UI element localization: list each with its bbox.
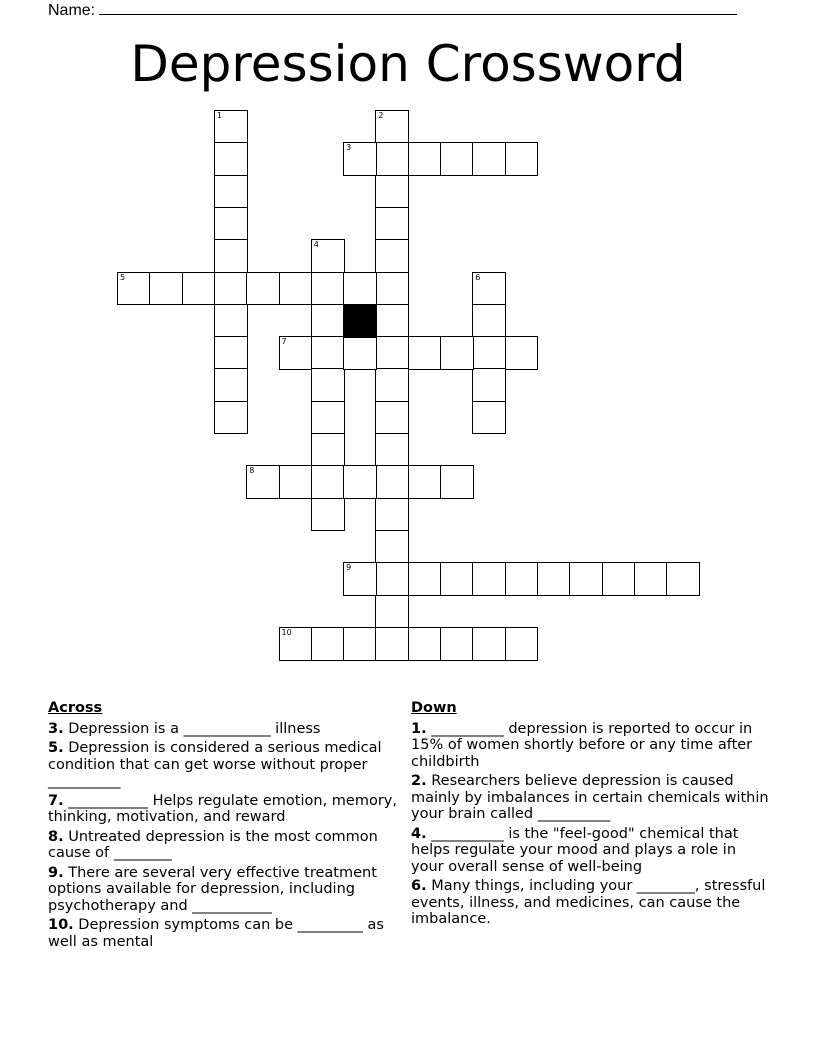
grid-cell[interactable] xyxy=(375,272,409,306)
grid-cell[interactable] xyxy=(343,272,377,306)
grid-cell[interactable] xyxy=(117,272,151,306)
down-heading: Down xyxy=(411,700,457,716)
clue-number: 2. xyxy=(411,773,427,789)
grid-cell[interactable] xyxy=(214,368,248,402)
grid-cell[interactable] xyxy=(149,272,183,306)
grid-cell[interactable] xyxy=(343,627,377,661)
grid-cell[interactable] xyxy=(311,465,345,499)
grid-cell[interactable] xyxy=(505,142,539,176)
cell-number: 1 xyxy=(216,111,222,120)
grid-cell[interactable] xyxy=(375,433,409,467)
grid-cell[interactable] xyxy=(375,175,409,209)
grid-cell[interactable] xyxy=(214,207,248,241)
grid-cell[interactable] xyxy=(311,401,345,435)
clue-down-2 xyxy=(411,773,771,823)
name-label: Name: xyxy=(48,2,96,19)
clue-number: 5. xyxy=(48,740,64,756)
clue-number: 10. xyxy=(48,917,74,933)
clue-down-4 xyxy=(411,826,771,876)
clue-text: Depression symptoms can be _________ as well as mental xyxy=(48,917,384,950)
grid-cell[interactable] xyxy=(472,627,506,661)
grid-cell[interactable] xyxy=(343,465,377,499)
grid-cell[interactable] xyxy=(472,401,506,435)
clue-number: 4. xyxy=(411,825,427,842)
clue-number: 1. xyxy=(411,720,427,737)
cell-number: 7 xyxy=(281,337,287,347)
clue-down-6 xyxy=(411,878,771,928)
grid-cell[interactable] xyxy=(279,336,313,370)
grid-cell[interactable] xyxy=(440,627,474,661)
grid-cell[interactable] xyxy=(214,336,248,370)
grid-cell[interactable] xyxy=(440,465,474,499)
across-clues xyxy=(48,700,400,953)
grid-cell[interactable] xyxy=(182,272,216,306)
grid-cell[interactable] xyxy=(311,433,345,467)
clue-number: 9. xyxy=(48,864,64,881)
clue-down-1 xyxy=(411,721,771,771)
cell-number: 5 xyxy=(120,272,126,282)
cell-number: 2 xyxy=(378,111,384,120)
grid-cell[interactable] xyxy=(375,304,409,338)
grid-cell[interactable] xyxy=(311,304,345,338)
clue-across-9 xyxy=(48,865,400,915)
grid-cell[interactable] xyxy=(375,627,409,661)
grid-cell[interactable] xyxy=(375,498,409,532)
cell-number: 3 xyxy=(346,143,352,153)
clue-text: Untreated depression is the most common cause of ________ xyxy=(48,828,378,861)
clue-text: Researchers believe depression is caused mainly by imbalances in certain chemicals within your brain called __________ xyxy=(411,773,769,822)
clue-text: __________ is the "feel-good" chemical that helps regulate your mood and plays a role in your overall sense of well-being xyxy=(411,825,739,875)
cell-number: 10 xyxy=(281,627,292,637)
grid-cell[interactable] xyxy=(472,368,506,402)
cell-number: 9 xyxy=(346,563,352,573)
grid-cell[interactable] xyxy=(472,304,506,338)
grid-cell[interactable] xyxy=(375,142,409,176)
cell-number: 4 xyxy=(313,240,319,250)
grid-cell[interactable] xyxy=(311,498,345,532)
grid-cell[interactable] xyxy=(375,465,409,499)
grid-cell[interactable] xyxy=(375,401,409,435)
clue-text: __________ depression is reported to occur in 15% of women shortly before or any time after childbirth xyxy=(411,720,753,770)
grid-cell[interactable] xyxy=(505,336,539,370)
grid-cell[interactable] xyxy=(214,142,248,176)
clue-text: ___________ Helps regulate emotion, memory, thinking, motivation, and reward xyxy=(48,792,397,825)
grid-cell[interactable] xyxy=(214,239,248,273)
clue-text: Depression is a ____________ illness xyxy=(63,720,321,737)
grid-cell[interactable] xyxy=(472,336,506,370)
clue-across-8 xyxy=(48,829,400,862)
grid-cell[interactable] xyxy=(472,562,506,596)
grid-cell[interactable] xyxy=(375,368,409,402)
grid-cell[interactable] xyxy=(408,142,442,176)
grid-cell[interactable] xyxy=(214,110,248,144)
clue-number: 8. xyxy=(48,828,64,845)
grid-cell[interactable] xyxy=(505,627,539,661)
grid-cell[interactable] xyxy=(505,562,539,596)
grid-cell[interactable] xyxy=(569,562,603,596)
grid-cell[interactable] xyxy=(246,465,280,499)
grid-cell[interactable] xyxy=(440,336,474,370)
grid-cell[interactable] xyxy=(279,627,313,661)
grid-cell[interactable] xyxy=(343,336,377,370)
grid-cell[interactable] xyxy=(537,562,571,596)
grid-cell[interactable] xyxy=(375,207,409,241)
grid-cell[interactable] xyxy=(440,562,474,596)
grid-cell[interactable] xyxy=(666,562,700,596)
grid-cell[interactable] xyxy=(375,110,409,144)
grid-cell[interactable] xyxy=(375,562,409,596)
cell-number: 8 xyxy=(249,466,255,476)
grid-cell[interactable] xyxy=(343,142,377,176)
grid-cell[interactable] xyxy=(214,304,248,338)
grid-cell[interactable] xyxy=(311,272,345,306)
clue-text: Depression is considered a serious medical condition that can get worse without proper __________ xyxy=(48,740,382,789)
grid-cell[interactable] xyxy=(472,272,506,306)
grid-cell[interactable] xyxy=(602,562,636,596)
clue-number: 6. xyxy=(411,878,427,894)
down-clues xyxy=(411,700,771,931)
grid-cell[interactable] xyxy=(375,336,409,370)
grid-cell[interactable] xyxy=(214,401,248,435)
clue-across-5 xyxy=(48,740,400,790)
grid-cell[interactable] xyxy=(408,562,442,596)
grid-cell[interactable] xyxy=(311,368,345,402)
grid-cell[interactable] xyxy=(279,465,313,499)
page-title: Depression Crossword xyxy=(130,35,686,93)
grid-cell[interactable] xyxy=(214,272,248,306)
grid-cell[interactable] xyxy=(311,239,345,273)
clue-across-7 xyxy=(48,793,400,826)
grid-cell[interactable] xyxy=(375,239,409,273)
grid-cell[interactable] xyxy=(440,142,474,176)
black-cell xyxy=(343,304,377,338)
grid-cell[interactable] xyxy=(279,272,313,306)
grid-cell[interactable] xyxy=(408,336,442,370)
cell-number: 6 xyxy=(475,272,481,282)
grid-cell[interactable] xyxy=(408,627,442,661)
grid-cell[interactable] xyxy=(634,562,668,596)
clue-text: Many things, including your ________, stressful events, illness, and medicines, can cause the imbalance. xyxy=(411,878,766,927)
grid-cell[interactable] xyxy=(375,595,409,629)
grid-cell[interactable] xyxy=(375,530,409,564)
clue-text: There are several very effective treatment options available for depression, including psychotherapy and ___________ xyxy=(48,864,377,914)
grid-cell[interactable] xyxy=(472,142,506,176)
grid-cell[interactable] xyxy=(311,627,345,661)
clue-across-10 xyxy=(48,917,400,950)
clue-number: 3. xyxy=(48,720,64,737)
clue-number: 7. xyxy=(48,792,64,809)
grid-cell[interactable] xyxy=(408,465,442,499)
grid-cell[interactable] xyxy=(214,175,248,209)
across-heading: Across xyxy=(48,700,103,716)
grid-cell[interactable] xyxy=(311,336,345,370)
grid-cell[interactable] xyxy=(343,562,377,596)
clue-across-3 xyxy=(48,721,400,738)
grid-cell[interactable] xyxy=(246,272,280,306)
